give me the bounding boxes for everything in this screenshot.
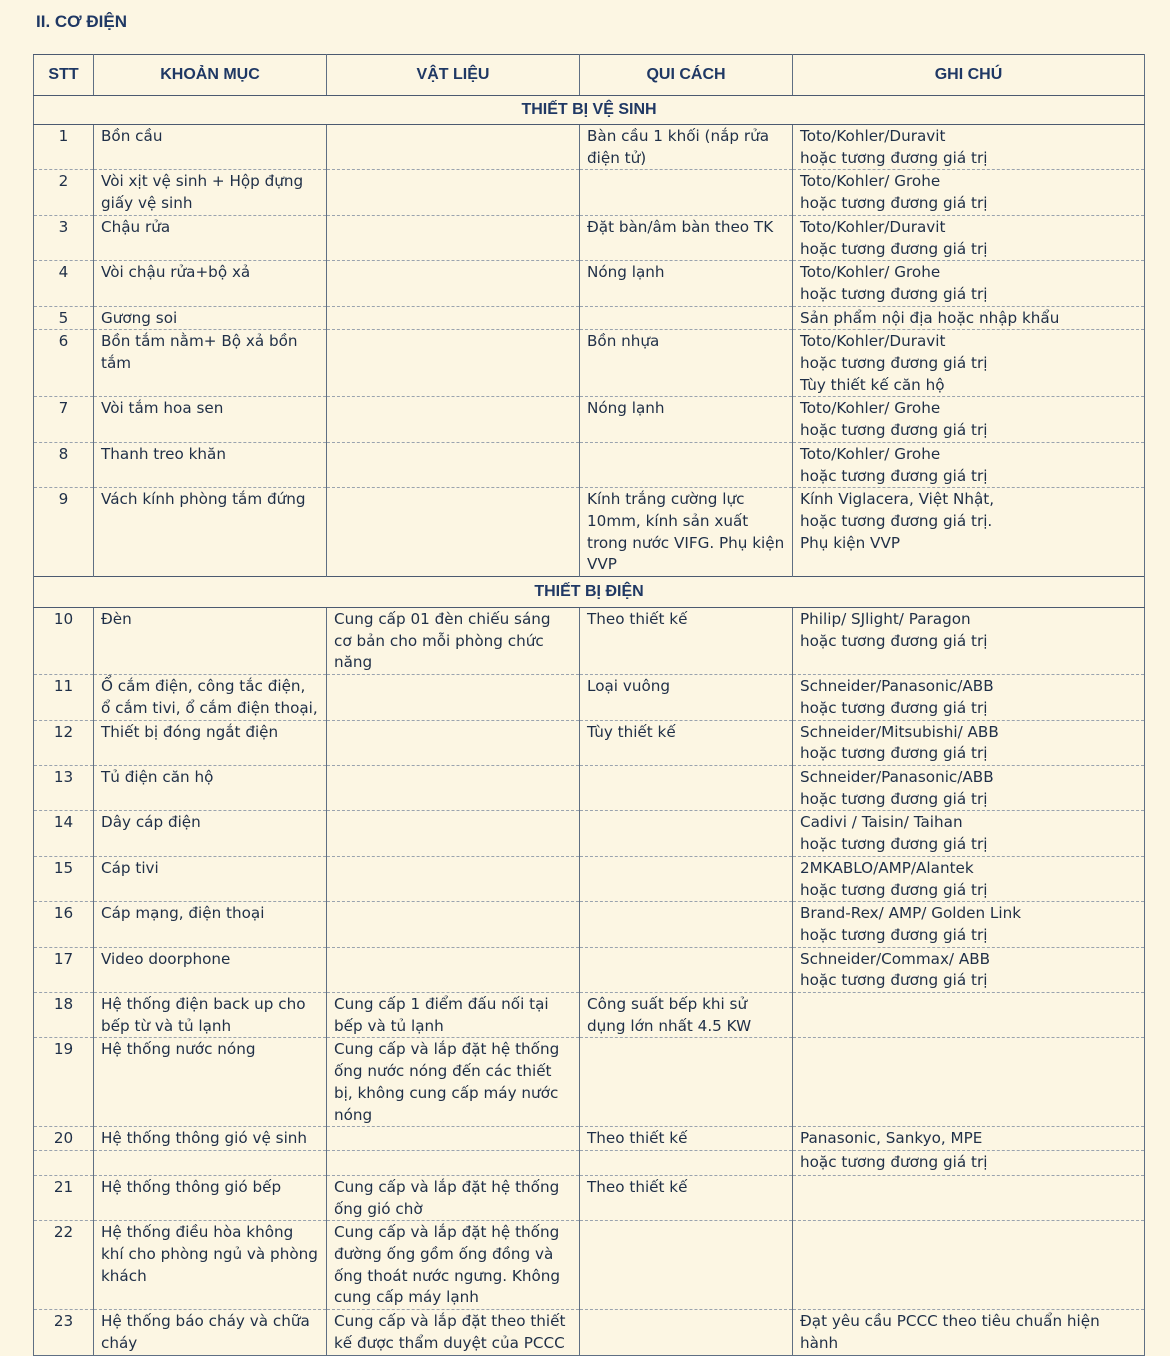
cell-note: Schneider/Mitsubishi/ ABB hoặc tương đương giá trị <box>793 720 1145 765</box>
cell-item: Cáp mạng, điện thoại <box>94 902 327 947</box>
table-row <box>34 125 1145 170</box>
cell-material <box>327 125 580 170</box>
cell-spec <box>580 170 793 215</box>
cell-stt: 5 <box>34 306 94 330</box>
table-row <box>34 811 1145 856</box>
table-row <box>34 306 1145 330</box>
cell-material: Cung cấp và lắp đặt hệ thống ống gió chờ <box>327 1175 580 1220</box>
cell-note: Toto/Kohler/ Grohe hoặc tương đương giá trị <box>793 442 1145 487</box>
cell-note <box>793 1038 1145 1127</box>
table-row <box>34 215 1145 260</box>
cell-note: Schneider/Commax/ ABB hoặc tương đương giá trị <box>793 947 1145 992</box>
cell-material: Cung cấp và lắp đặt theo thiết kế được thẩm duyệt của PCCC <box>327 1310 580 1355</box>
cell-stt: 3 <box>34 215 94 260</box>
cell-stt: 1 <box>34 125 94 170</box>
cell-stt: 23 <box>34 1310 94 1355</box>
column-header-material: VẬT LIỆU <box>327 55 580 96</box>
cell-material <box>327 1127 580 1151</box>
cell-item: Hệ thống thông gió vệ sinh <box>94 1127 327 1151</box>
cell-spec <box>580 442 793 487</box>
table-row <box>34 765 1145 810</box>
cell-spec <box>580 1221 793 1310</box>
column-header-item: KHOẢN MỤC <box>94 55 327 96</box>
cell-spec: Nóng lạnh <box>580 397 793 442</box>
cell-material <box>327 170 580 215</box>
cell-note: Toto/Kohler/Duravit hoặc tương đương giá trị <box>793 125 1145 170</box>
cell-note: Toto/Kohler/ Grohe hoặc tương đương giá trị <box>793 397 1145 442</box>
cell-spec: Theo thiết kế <box>580 1127 793 1151</box>
cell-item: Đèn <box>94 608 327 675</box>
cell-spec: Bồn nhựa <box>580 330 793 397</box>
table-row <box>34 1175 1145 1220</box>
cell-spec: Nóng lạnh <box>580 261 793 306</box>
cell-spec <box>580 1150 793 1175</box>
cell-note: Toto/Kohler/ Grohe hoặc tương đương giá trị <box>793 261 1145 306</box>
table-row <box>34 720 1145 765</box>
cell-stt: 11 <box>34 675 94 720</box>
cell-material <box>327 215 580 260</box>
cell-stt: 17 <box>34 947 94 992</box>
cell-material <box>327 675 580 720</box>
cell-stt: 2 <box>34 170 94 215</box>
cell-note: Kính Viglacera, Việt Nhật, hoặc tương đương giá trị. Phụ kiện VVP <box>793 488 1145 577</box>
cell-item: Vòi xịt vệ sinh + Hộp đựng giấy vệ sinh <box>94 170 327 215</box>
cell-spec: Theo thiết kế <box>580 608 793 675</box>
cell-material <box>327 306 580 330</box>
cell-material: Cung cấp 1 điểm đấu nối tại bếp và tủ lạnh <box>327 993 580 1038</box>
cell-item: Tủ điện căn hộ <box>94 765 327 810</box>
cell-material <box>327 902 580 947</box>
cell-stt: 18 <box>34 993 94 1038</box>
cell-material: Cung cấp 01 đèn chiếu sáng cơ bản cho mỗi phòng chức năng <box>327 608 580 675</box>
cell-spec <box>580 306 793 330</box>
cell-spec <box>580 1038 793 1127</box>
cell-item: Vách kính phòng tắm đứng <box>94 488 327 577</box>
table-body <box>34 96 1145 1356</box>
cell-note: Đạt yêu cầu PCCC theo tiêu chuẩn hiện hành <box>793 1310 1145 1355</box>
table-row <box>34 170 1145 215</box>
cell-note <box>793 1221 1145 1310</box>
table-row <box>34 993 1145 1038</box>
cell-material <box>327 811 580 856</box>
cell-stt: 12 <box>34 720 94 765</box>
cell-spec: Kính trắng cường lực 10mm, kính sản xuất trong nước VIFG. Phụ kiện VVP <box>580 488 793 577</box>
cell-item: Bồn cầu <box>94 125 327 170</box>
cell-stt: 22 <box>34 1221 94 1310</box>
section-title: THIẾT BỊ ĐIỆN <box>34 577 1145 608</box>
cell-stt: 14 <box>34 811 94 856</box>
cell-spec <box>580 947 793 992</box>
cell-material <box>327 442 580 487</box>
cell-stt: 15 <box>34 856 94 901</box>
cell-material <box>327 947 580 992</box>
cell-spec <box>580 811 793 856</box>
cell-item: Hệ thống điều hòa không khí cho phòng ngủ và phòng khách <box>94 1221 327 1310</box>
cell-stt: 20 <box>34 1127 94 1151</box>
cell-item: Video doorphone <box>94 947 327 992</box>
cell-note: Sản phẩm nội địa hoặc nhập khẩu <box>793 306 1145 330</box>
cell-material <box>327 856 580 901</box>
cell-note: Cadivi / Taisin/ Taihan hoặc tương đương giá trị <box>793 811 1145 856</box>
cell-stt: 4 <box>34 261 94 306</box>
table-row <box>34 261 1145 306</box>
table-row <box>34 902 1145 947</box>
section-header-row <box>34 96 1145 125</box>
cell-spec: Loại vuông <box>580 675 793 720</box>
column-header-stt: STT <box>34 55 94 96</box>
cell-stt: 16 <box>34 902 94 947</box>
cell-spec <box>580 1310 793 1355</box>
cell-item: Ổ cắm điện, công tắc điện, ổ cắm tivi, ổ cắm điện thoại, <box>94 675 327 720</box>
cell-material <box>327 330 580 397</box>
cell-material <box>327 1150 580 1175</box>
cell-stt: 7 <box>34 397 94 442</box>
cell-item: Vòi chậu rửa+bộ xả <box>94 261 327 306</box>
table-row <box>34 675 1145 720</box>
cell-material <box>327 720 580 765</box>
cell-note: Toto/Kohler/Duravit hoặc tương đương giá trị Tùy thiết kế căn hộ <box>793 330 1145 397</box>
cell-note: Toto/Kohler/ Grohe hoặc tương đương giá trị <box>793 170 1145 215</box>
cell-note: hoặc tương đương giá trị <box>793 1150 1145 1175</box>
specification-table <box>33 54 1145 1356</box>
cell-spec: Bàn cầu 1 khối (nắp rửa điện tử) <box>580 125 793 170</box>
section-header-row <box>34 577 1145 608</box>
cell-stt: 13 <box>34 765 94 810</box>
cell-stt: 8 <box>34 442 94 487</box>
page-title: II. CƠ ĐIỆN <box>36 12 128 31</box>
cell-item: Gương soi <box>94 306 327 330</box>
cell-material <box>327 397 580 442</box>
cell-spec: Theo thiết kế <box>580 1175 793 1220</box>
cell-stt: 19 <box>34 1038 94 1127</box>
table-row <box>34 397 1145 442</box>
table-header-row <box>34 55 1145 96</box>
cell-spec <box>580 856 793 901</box>
cell-spec: Công suất bếp khi sử dụng lớn nhất 4.5 KW <box>580 993 793 1038</box>
cell-material <box>327 488 580 577</box>
cell-item: Vòi tắm hoa sen <box>94 397 327 442</box>
cell-note: Brand-Rex/ AMP/ Golden Link hoặc tương đương giá trị <box>793 902 1145 947</box>
cell-note <box>793 1175 1145 1220</box>
cell-note: 2MKABLO/AMP/Alantek hoặc tương đương giá trị <box>793 856 1145 901</box>
cell-spec: Đặt bàn/âm bàn theo TK <box>580 215 793 260</box>
table-row <box>34 1150 1145 1175</box>
table-row <box>34 1127 1145 1151</box>
table-row <box>34 947 1145 992</box>
cell-note: Schneider/Panasonic/ABB hoặc tương đương giá trị <box>793 675 1145 720</box>
table-row <box>34 608 1145 675</box>
table-row <box>34 1038 1145 1127</box>
cell-stt: 10 <box>34 608 94 675</box>
cell-material: Cung cấp và lắp đặt hệ thống ống nước nóng đến các thiết bị, không cung cấp máy nước nóng <box>327 1038 580 1127</box>
cell-note: Schneider/Panasonic/ABB hoặc tương đương giá trị <box>793 765 1145 810</box>
cell-note: Philip/ SJlight/ Paragon hoặc tương đương giá trị <box>793 608 1145 675</box>
cell-note: Panasonic, Sankyo, MPE <box>793 1127 1145 1151</box>
cell-spec <box>580 765 793 810</box>
cell-material <box>327 261 580 306</box>
cell-item: Hệ thống báo cháy và chữa cháy <box>94 1310 327 1355</box>
cell-item: Dây cáp điện <box>94 811 327 856</box>
cell-material: Cung cấp và lắp đặt hệ thống đường ống gồm ống đồng và ống thoát nước ngưng. Không cung cấp máy lạnh <box>327 1221 580 1310</box>
column-header-note: GHI CHÚ <box>793 55 1145 96</box>
cell-stt: 21 <box>34 1175 94 1220</box>
cell-stt: 6 <box>34 330 94 397</box>
cell-item: Thanh treo khăn <box>94 442 327 487</box>
column-header-spec: QUI CÁCH <box>580 55 793 96</box>
cell-spec <box>580 902 793 947</box>
table-row <box>34 1221 1145 1310</box>
section-title: THIẾT BỊ VỆ SINH <box>34 96 1145 125</box>
cell-material <box>327 765 580 810</box>
table-row <box>34 488 1145 577</box>
cell-item: Hệ thống nước nóng <box>94 1038 327 1127</box>
table-row <box>34 442 1145 487</box>
table-row <box>34 330 1145 397</box>
cell-item: Cáp tivi <box>94 856 327 901</box>
cell-item <box>94 1150 327 1175</box>
table-row <box>34 1310 1145 1355</box>
cell-item: Bồn tắm nằm+ Bộ xả bồn tắm <box>94 330 327 397</box>
cell-spec: Tùy thiết kế <box>580 720 793 765</box>
cell-stt: 9 <box>34 488 94 577</box>
cell-item: Chậu rửa <box>94 215 327 260</box>
cell-note <box>793 993 1145 1038</box>
cell-note: Toto/Kohler/Duravit hoặc tương đương giá trị <box>793 215 1145 260</box>
table-row <box>34 856 1145 901</box>
cell-stt <box>34 1150 94 1175</box>
cell-item: Thiết bị đóng ngắt điện <box>94 720 327 765</box>
cell-item: Hệ thống điện back up cho bếp từ và tủ lạnh <box>94 993 327 1038</box>
cell-item: Hệ thống thông gió bếp <box>94 1175 327 1220</box>
